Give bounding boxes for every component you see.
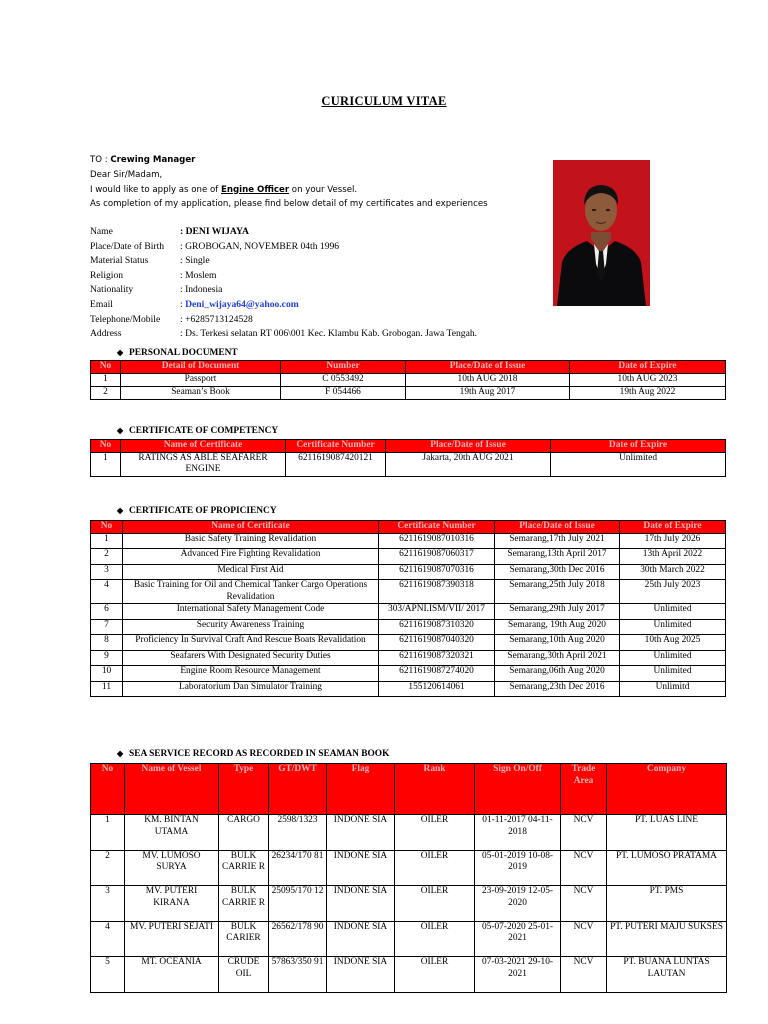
table-cell: 10th AUG 2018 [406,373,570,386]
table-cell: INDONE SIA [327,886,395,922]
table-cell: 2598/1323 [269,815,327,851]
table-cell: 1 [91,452,121,476]
completion-line: As completion of my application, please find below detail of my certificates and experiences [90,199,488,210]
column-header: Rank [395,764,475,815]
table-cell: Unlimited [620,666,726,682]
applied-position: Engine Officer [221,184,290,195]
table-row [91,921,727,957]
table-cell: OILER [395,921,475,957]
table-cell: 6211619087070316 [379,564,495,580]
table-cell: 6211619087320321 [379,650,495,666]
table-cell: Semarang,23th Dec 2016 [495,681,620,697]
section-heading-personal-document [117,348,238,358]
column-header: Trade Area [561,764,607,815]
table-cell: Seaman’s Book [121,386,281,399]
table-cell: BULK CARRIE R [219,886,269,922]
column-header: Name of Vessel [125,764,219,815]
email-link[interactable]: Deni_wijaya64@yahoo.com [185,298,299,310]
application-line [90,183,488,198]
detail-label: Email [90,298,113,310]
table-cell: Jakarta, 20th AUG 2021 [386,452,551,476]
table-cell: Semarang,06th Aug 2020 [495,666,620,682]
table-cell: 4 [91,580,123,604]
column-header: Certificate Number [379,521,495,534]
table-cell: INDONE SIA [327,921,395,957]
table-row [91,850,727,886]
addressee-name: Crewing Manager [110,155,196,165]
proficiency-table [90,520,726,697]
column-header: Date of Expire [551,440,726,453]
table-cell: 3 [91,564,123,580]
personal-document-table [90,360,726,400]
diamond-bullet-icon: ◆ [117,749,124,758]
table-cell: 303/APNI.ISM/VII/ 2017 [379,604,495,620]
column-header: Certificate Number [286,440,386,453]
table-cell: C 0553492 [281,373,406,386]
table-cell: Passport [121,373,281,386]
table-header-row [91,361,726,374]
column-header: Sign On/Off [475,764,561,815]
detail-value: : Single [180,255,210,267]
table-cell: 6211619087010316 [379,533,495,549]
detail-label: Address [90,328,122,340]
greeting: Dear Sir/Madam, [90,169,163,180]
table-cell: Unlimitd [620,681,726,697]
table-cell: NCV [561,957,607,993]
table-cell: 23-09-2019 12-05-2020 [475,886,561,922]
table-cell: Medical First Aid [123,564,379,580]
apply-text-end: on your Vessel. [289,184,358,195]
table-cell: Basic Safety Training Revalidation [123,533,379,549]
diamond-bullet-icon: ◆ [117,506,124,515]
table-row [91,886,727,922]
table-row [91,650,726,666]
table-cell: Semarang,29th July 2017 [495,604,620,620]
table-row [91,580,726,604]
table-cell: INDONE SIA [327,850,395,886]
detail-value: : DENI WIJAYA [180,226,249,237]
section-heading-text: CERTIFICATE OF PROPICIENCY [129,506,277,516]
applicant-photo [553,160,650,306]
table-cell: 30th March 2022 [620,564,726,580]
sea-service-table [90,763,727,993]
detail-label: Nationality [90,284,134,296]
section-heading-sea-service [117,749,389,759]
column-header: Place/Date of Issue [386,440,551,453]
table-cell: Semarang,30th Dec 2016 [495,564,620,580]
table-cell: 26234/170 81 [269,850,327,886]
to-prefix: TO : [90,155,111,165]
table-cell: PT. BUANA LUNTAS LAUTAN [607,957,727,993]
table-row [91,452,726,476]
table-cell: 7 [91,619,123,635]
table-cell: 26562/178 90 [269,921,327,957]
column-header: No [91,521,123,534]
diamond-bullet-icon: ◆ [117,426,124,435]
table-cell: 9 [91,650,123,666]
section-heading-proficiency [117,506,277,516]
table-cell: RATINGS AS ABLE SEAFARER ENGINE [121,452,286,476]
table-cell: Basic Training for Oil and Chemical Tanker Cargo Operations Revalidation [123,580,379,604]
table-cell: Semarang,10th Aug 2020 [495,635,620,651]
detail-label: Religion [90,269,124,281]
table-cell: PT. LUAS LINE [607,815,727,851]
table-cell: 05-07-2020 25-01-2021 [475,921,561,957]
table-cell: NCV [561,850,607,886]
addressee-line [90,153,488,168]
column-header: No [91,764,125,815]
table-row [91,681,726,697]
table-cell: OILER [395,815,475,851]
detail-value: : Ds. Terkesi selatan RT 006\001 Kec. Klambu Kab. Grobogan. Jawa Tengah. [180,328,478,340]
table-cell: NCV [561,886,607,922]
table-cell: Semarang,17th July 2021 [495,533,620,549]
table-cell: Semarang,13th April 2017 [495,549,620,565]
table-cell: KM. BINTAN UTAMA [125,815,219,851]
table-cell: 1 [91,373,121,386]
table-header-row [91,440,726,453]
table-cell: 2 [91,850,125,886]
table-cell: Semarang,30th April 2021 [495,650,620,666]
table-cell: 6211619087040320 [379,635,495,651]
detail-value: : +6285713124528 [180,313,253,325]
table-cell: 6211619087060317 [379,549,495,565]
table-cell: 11 [91,681,123,697]
column-header: Place/Date of Issue [406,361,570,374]
table-cell: 6211619087420121 [286,452,386,476]
detail-label: Telephone/Mobile [90,313,161,325]
column-header: Date of Expire [570,361,726,374]
cv-title: CURICULUM VITAE [321,94,447,108]
section-heading-text: SEA SERVICE RECORD AS RECORDED IN SEAMAN BOOK [129,749,390,759]
table-cell: Unlimited [620,604,726,620]
column-header: Detail of Document [121,361,281,374]
table-cell: NCV [561,815,607,851]
column-header: Company [607,764,727,815]
column-header: Flag [327,764,395,815]
table-cell: Semarang,25th July 2018 [495,580,620,604]
detail-label: Place/Date of Birth [90,240,165,252]
table-row [91,386,726,399]
table-cell: OILER [395,850,475,886]
table-cell: OILER [395,886,475,922]
table-row [91,635,726,651]
column-header: No [91,361,121,374]
table-cell: 19th Aug 2017 [406,386,570,399]
table-cell: INDONE SIA [327,815,395,851]
table-cell: OILER [395,957,475,993]
table-cell: NCV [561,921,607,957]
table-row [91,564,726,580]
table-header-row [91,521,726,534]
table-cell: 2 [91,386,121,399]
diamond-bullet-icon: ◆ [117,348,124,357]
table-cell: 25095/170 12 [269,886,327,922]
section-heading-competency [117,426,278,436]
table-cell: Security Awareness Training [123,619,379,635]
column-header: Date of Expire [620,521,726,534]
table-header-row [91,764,727,815]
table-cell: 01-11-2017 04-11-2018 [475,815,561,851]
detail-value: : GROBOGAN, NOVEMBER 04th 1996 [180,240,340,252]
table-cell: MT. OCEANIA [125,957,219,993]
detail-label: Name [90,226,113,237]
table-cell: 6211619087274020 [379,666,495,682]
table-row [91,549,726,565]
table-cell: 10 [91,666,123,682]
table-cell: INDONE SIA [327,957,395,993]
table-cell: BULK CARRIE R [219,850,269,886]
table-cell: 5 [91,957,125,993]
table-cell: Proficiency In Survival Craft And Rescue Boats Revalidation [123,635,379,651]
column-header: GT/DWT [269,764,327,815]
competency-table [90,439,726,477]
column-header: Name of Certificate [123,521,379,534]
table-cell: F 054466 [281,386,406,399]
table-row [91,666,726,682]
table-row [91,604,726,620]
table-cell: 155120614061 [379,681,495,697]
table-cell: Advanced Fire Fighting Revalidation [123,549,379,565]
table-cell: CRUDE OIL [219,957,269,993]
table-cell: 6211619087310320 [379,619,495,635]
table-cell: 10th AUG 2023 [570,373,726,386]
table-cell: 05-01-2019 10-08-2019 [475,850,561,886]
table-cell: MV. PUTERI SEJATI [125,921,219,957]
table-cell: Unlimited [551,452,726,476]
detail-label: Material Status [90,255,149,267]
table-cell: CARGO [219,815,269,851]
table-cell: 07-03-2021 29-10-2021 [475,957,561,993]
table-cell: MV. LUMOSO SURYA [125,850,219,886]
section-heading-text: CERTIFICATE OF COMPETENCY [129,426,279,436]
table-cell: MV. PUTERI KIRANA [125,886,219,922]
table-cell: Seafarers With Designated Security Duties [123,650,379,666]
detail-value: : Moslem [180,269,217,281]
table-cell: Unlimited [620,619,726,635]
table-cell: Laboratorium Dan Simulator Training [123,681,379,697]
table-cell: 8 [91,635,123,651]
column-header: Number [281,361,406,374]
cover-letter [90,153,488,212]
table-cell: 6211619087390318 [379,580,495,604]
table-row [91,619,726,635]
table-cell: 17th July 2026 [620,533,726,549]
apply-text: I would like to apply as one of [90,184,221,195]
table-cell: International Safety Management Code [123,604,379,620]
table-cell: 6 [91,604,123,620]
email-prefix: : [180,298,186,310]
table-cell: PT. PMS [607,886,727,922]
table-cell: 3 [91,886,125,922]
detail-value [180,298,299,313]
table-cell: PT. PUTERI MAJU SUKSES [607,921,727,957]
table-cell: BULK CARIER [219,921,269,957]
table-cell: 13th April 2022 [620,549,726,565]
section-heading-text: PERSONAL DOCUMENT [129,348,238,358]
table-cell: Engine Room Resource Management [123,666,379,682]
table-cell: 2 [91,549,123,565]
column-header: Type [219,764,269,815]
table-row [91,815,727,851]
table-cell: Unlimited [620,650,726,666]
table-cell: PT. LUMOSO PRATAMA [607,850,727,886]
detail-value: : Indonesia [180,284,223,296]
table-cell: Semarang, 19th Aug 2020 [495,619,620,635]
column-header: Name of Certificate [121,440,286,453]
column-header: No [91,440,121,453]
table-cell: 1 [91,815,125,851]
table-row [91,373,726,386]
table-row [91,957,727,993]
table-cell: 10th Aug 2025 [620,635,726,651]
column-header: Place/Date of Issue [495,521,620,534]
table-cell: 4 [91,921,125,957]
table-cell: 19th Aug 2022 [570,386,726,399]
table-cell: 25th July 2023 [620,580,726,604]
table-cell: 1 [91,533,123,549]
table-cell: 57863/350 91 [269,957,327,993]
table-row [91,533,726,549]
